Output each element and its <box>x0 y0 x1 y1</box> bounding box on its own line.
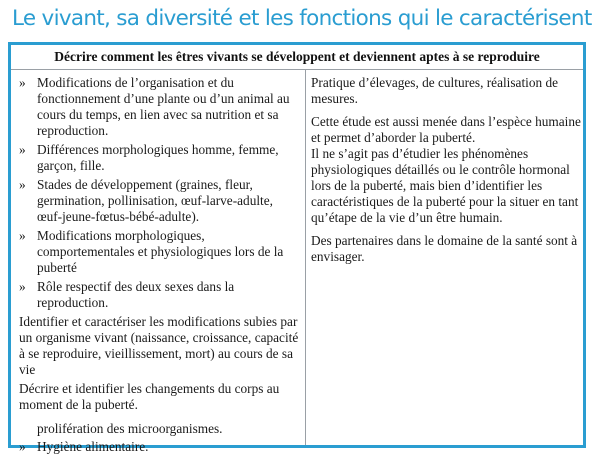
list-item <box>19 75 301 139</box>
indented-line: prolifération des microorganismes. <box>37 421 223 436</box>
list-item-text: Hygiène alimentaire. <box>37 439 149 454</box>
list-item-text: Modifications morphologiques, comportementales et physiologiques lors de la puberté <box>37 228 284 275</box>
bullet-marker: » <box>19 439 26 454</box>
content-table <box>8 42 586 454</box>
left-column <box>19 75 301 458</box>
left-paragraph: Identifier et caractériser les modifications subies par un organisme vivant (naissance, croissance, capacité à se reproduire, vieillissement, mort) au cours de sa vie <box>19 314 299 377</box>
list-item <box>19 279 301 311</box>
list-item-text: Différences morphologiques homme, femme, garçon, fille. <box>37 142 279 173</box>
right-paragraph: Des partenaires dans le domaine de la santé sont à envisager. <box>311 233 578 264</box>
bullet-marker: » <box>19 142 26 157</box>
list-item-text: Rôle respectif des deux sexes dans la reproduction. <box>37 279 235 310</box>
table-header: Décrire comment les êtres vivants se développent et deviennent aptes à se reproduire <box>11 45 583 70</box>
left-paragraph: Décrire et identifier les changements du corps au moment de la puberté. <box>19 381 280 412</box>
bullet-marker: » <box>19 279 26 294</box>
right-paragraph: Cette étude est aussi menée dans l’espèce humaine et permet d’aborder la puberté. <box>311 114 581 145</box>
list-item-text: Stades de développement (graines, fleur, germination, pollinisation, œuf-larve-adulte, œuf-jeune-fœtus-bébé-adulte). <box>37 177 273 224</box>
list-item <box>19 142 301 174</box>
list-item <box>19 228 301 276</box>
bullet-marker: » <box>19 75 26 90</box>
list-item <box>19 177 301 225</box>
list-item-text: Modifications de l’organisation et du fonctionnement d’une plante ou d’un animal au cours du temps, en lien avec sa nutrition et sa reproduction. <box>37 75 290 138</box>
list-item <box>19 439 301 455</box>
page-title: Le vivant, sa diversité et les fonctions qui le caractérisent <box>12 6 592 31</box>
bullet-marker: » <box>19 177 26 192</box>
right-paragraph: Pratique d’élevages, de cultures, réalisation de mesures. <box>311 75 559 106</box>
right-paragraph: Il ne s’agit pas d’étudier les phénomènes physiologiques détaillés ou le contrôle hormonal lors de la puberté, mais bien d’identifier les caractéristiques de la puberté pour la situer en tant qu’étape de la vie d’un être humain. <box>311 146 579 225</box>
right-column <box>311 75 581 272</box>
bullet-marker: » <box>19 228 26 243</box>
column-divider <box>305 69 306 445</box>
